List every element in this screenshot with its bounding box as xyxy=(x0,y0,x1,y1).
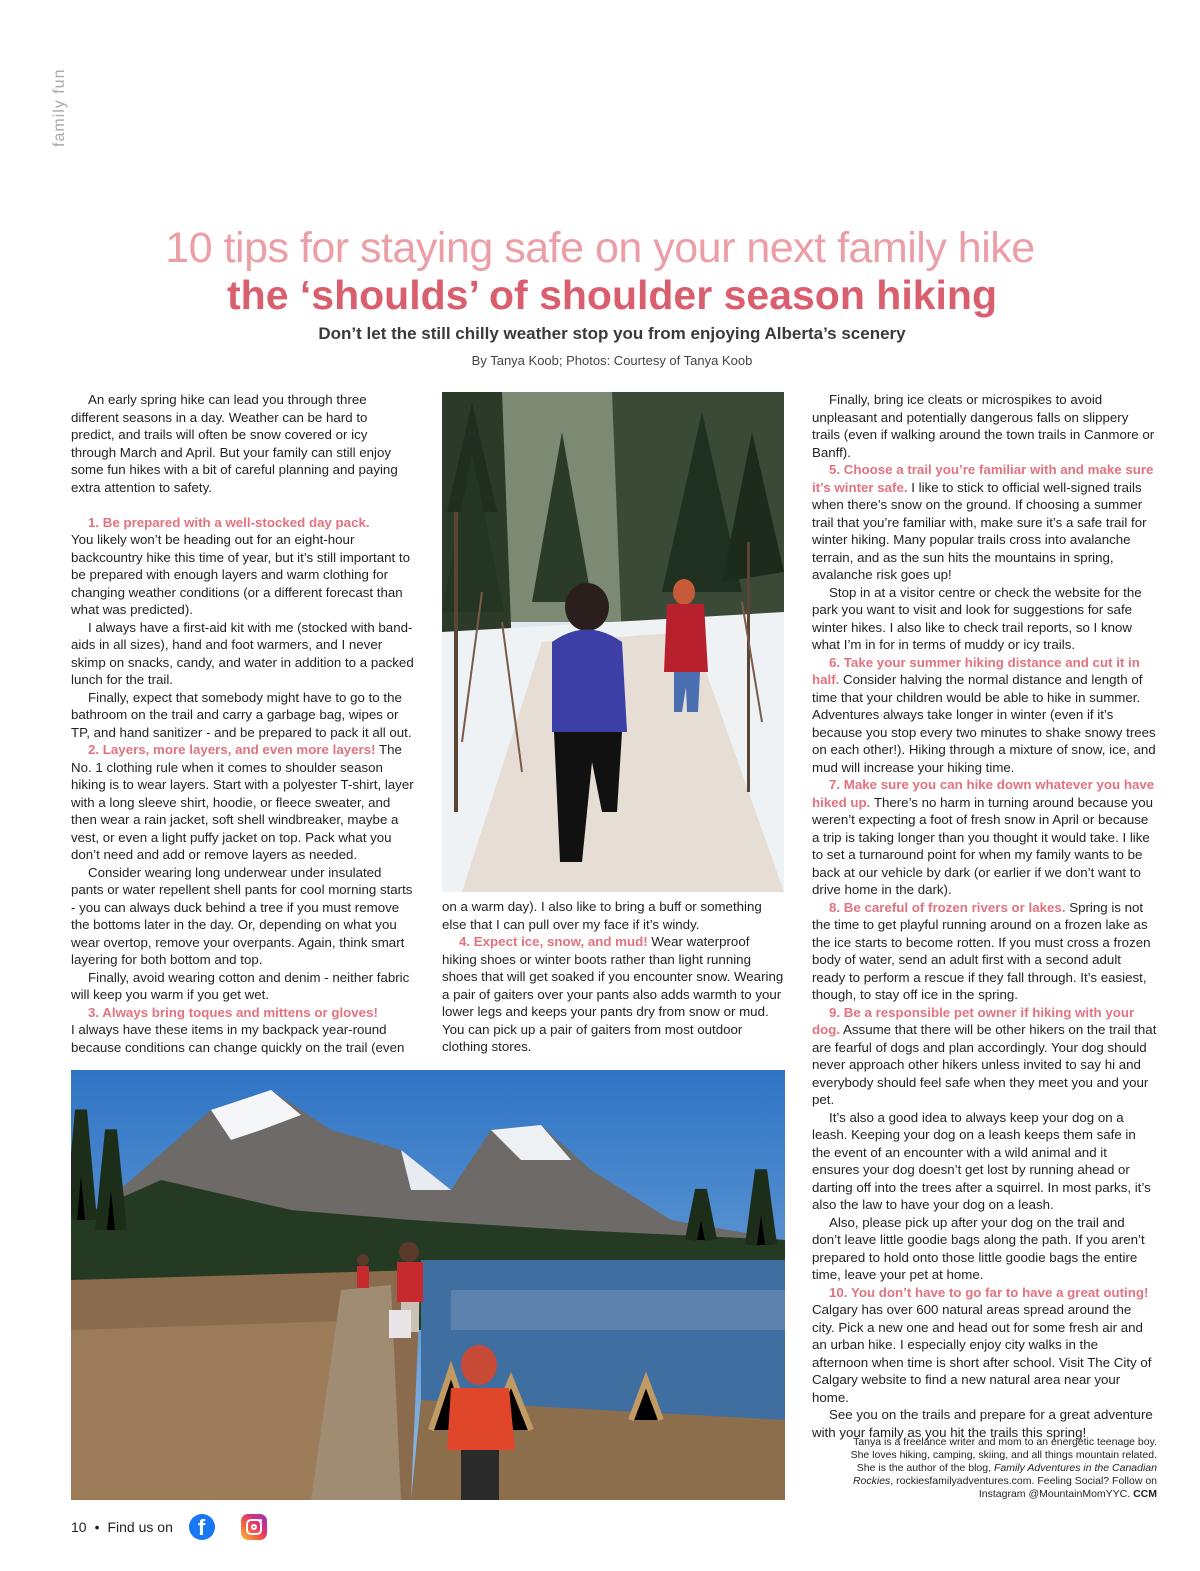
tip-8-body: Spring is not the time to get playful running around on a frozen lake as the ice starts to become rotten. If you must cross a frozen body of water, send an adult first with a second adult ready to perform a rescue if they fall through. It’s easiest, though, to stay off ice in the spring. xyxy=(812,899,1151,1002)
subtitle: Don’t let the still chilly weather stop you from enjoying Alberta’s scenery xyxy=(318,324,906,343)
tip-9-heading: 9. Be a responsible pet owner if hiking with your dog. xyxy=(812,1004,1135,1037)
paragraph: Stop in at a visitor centre or check the website for the park you want to visit and look for suggestions for safe winter hikes. I also like to check trail reports, so I know what I’m in for in terms of muddy or icy trails. xyxy=(812,584,1142,652)
tip-6-body: Consider halving the normal distance and length of time that your children would be able to hike in summer. Adventures always take longer in winter (even if it’s because you stop every two minutes to shake snowy trees on each other!). Hiking through a mixture of snow, ice, and mud will increase your hiking time. xyxy=(812,672,1156,775)
blog-name-end: Rockies xyxy=(852,1475,891,1487)
title-line-2: the ‘shoulds’ of shoulder season hiking xyxy=(227,272,997,318)
tip-3-heading-para xyxy=(71,1004,414,1022)
paragraph: Consider wearing long underwear under insulated pants or water repellent shell pants for cool morning starts - you can always duck behind a tree if you must remove the bottoms later in the day. Or, depending on what you wear overtop, remove your overpants. Again, think smart layering for both bottom and top. xyxy=(71,864,413,967)
paragraph: I always have a first-aid kit with me (stocked with band-aids in all sizes), hand and foot warmers, and I never skimp on snacks, candy, and water in addition to a packed lunch for the trail. xyxy=(71,619,414,687)
tip-3-heading: 3. Always bring toques and mittens or gloves! xyxy=(88,1004,378,1020)
bio-text: She is the author of the blog, xyxy=(856,1462,994,1474)
tip-5-paragraph xyxy=(812,461,1157,584)
paragraph: Finally, bring ice cleats or microspikes to avoid unpleasant and potentially dangerous falls on slippery trails (even if walking around the town trails in Canmore or Banff). xyxy=(812,392,1155,460)
paragraph: Finally, avoid wearing cotton and denim - neither fabric will keep you warm if you get wet. xyxy=(71,969,410,1002)
tip-3-body: I always have these items in my backpack year-round because conditions can change quickly on the trail (even xyxy=(71,1022,405,1055)
article-column-2 xyxy=(442,898,784,1056)
instagram-icon[interactable] xyxy=(241,1514,267,1540)
bio-line xyxy=(812,1462,1157,1475)
page-footer xyxy=(71,1512,267,1542)
tip-2-heading: 2. Layers, more layers, and even more layers! xyxy=(88,742,376,757)
tip-7-paragraph xyxy=(812,776,1157,899)
tip-2-body: The No. 1 clothing rule when it comes to shoulder season hiking is to wear layers. Start with a polyester T-shirt, layer with a long sleeve shirt, hoodie, or fleece sweater, and then wear a rain jacket, soft shell windbreaker, maybe a vest, or even a light puffy jacket on top. Pack what you don’t need and add or remove layers as needed. xyxy=(71,742,414,862)
ccm-sign: CCM xyxy=(1133,1488,1157,1500)
tip-6-heading: 6. Take your summer hiking distance and cut it in half. xyxy=(812,654,1140,687)
bio-line xyxy=(812,1488,1157,1501)
intro-paragraph: An early spring hike can lead you through three different seasons in a day. Weather can be hard to predict, and trails will often be snow covered or icy through March and April. But your family can still enjoy some fun hikes with a bit of careful planning and paying extra attention to safety. xyxy=(71,392,398,495)
tip-6-paragraph xyxy=(812,654,1157,777)
find-us-label: Find us on xyxy=(107,1519,173,1535)
footer-bullet: • xyxy=(94,1519,100,1535)
byline: By Tanya Koob; Photos: Courtesy of Tanya Koob xyxy=(471,353,753,368)
paragraph: It’s also a good idea to always keep your dog on a leash. Keeping your dog on a leash keeps them safe in the event of an encounter with a wild animal and it ensures your dog doesn’t get lost by running ahead or darting off into the trees after a squirrel. In most parks, it’s also the law to have your dog on a leash. xyxy=(812,1109,1151,1212)
paragraph: Finally, expect that somebody might have to go to the bathroom on the trail and carry a garbage bag, wipes or TP, and hand sanitizer - and be prepared to pack it all out. xyxy=(71,689,412,740)
bio-line xyxy=(812,1475,1157,1488)
bio-text: , rockiesfamilyadventures.com. Feeling Social? Follow on xyxy=(890,1475,1157,1487)
bio-line: She loves hiking, camping, skiing, and all things mountain related. xyxy=(850,1449,1157,1461)
tip-1-body: You likely won’t be heading out for an eight-hour backcountry hike this time of year, but it’s still important to be prepared with enough layers and warm clothing for changing weather conditions (or a different forecast than what was predicted). xyxy=(71,532,410,617)
tip-10-heading: 10. You don’t have to go far to have a great outing! xyxy=(829,1284,1149,1300)
title-line-1: 10 tips for staying safe on your next family hike xyxy=(165,224,1035,272)
paragraph: on a warm day). I also like to bring a buff or something else that I can pull over my face if it’s windy. xyxy=(442,899,762,932)
tip-4-heading: 4. Expect ice, snow, and mud! xyxy=(459,934,648,949)
tip-7-body: There’s no harm in turning around because you weren’t expecting a foot of fresh snow in April or because a trip is taking longer than you thought it would take. I like to set a turnaround point for when my family wants to be back at our vehicle by dark (or earlier if we don’t want to drive home in the dark). xyxy=(812,794,1153,897)
tip-4-body: Wear waterproof hiking shoes or winter boots rather than light running shoes that will get soaked if you encounter snow. Wearing a pair of gaiters over your pants also adds warmth to your lower legs and keeps your pants dry from snow or mud. You can pick up a pair of gaiters from most outdoor clothing stores. xyxy=(442,934,784,1054)
section-tag-text: family fun xyxy=(51,68,68,147)
snowy-trail-photo xyxy=(442,392,784,892)
tip-7-heading: 7. Make sure you can hike down whatever you have hiked up. xyxy=(812,777,1155,810)
tip-8-heading: 8. Be careful of frozen rivers or lakes. xyxy=(829,899,1066,915)
tip-9-paragraph xyxy=(812,1004,1157,1109)
tip-8-paragraph xyxy=(812,899,1157,1004)
paragraph: Also, please pick up after your dog on the trail and don’t leave little goodie bags along the path. If you aren’t prepared to hold onto those little goodie bags the entire time, leave your pet at home. xyxy=(812,1214,1145,1282)
author-bio xyxy=(812,1436,1157,1501)
facebook-icon[interactable]: f xyxy=(189,1514,215,1540)
section-tag xyxy=(46,58,76,158)
tip-10-body: Calgary has over 600 natural areas spread around the city. Pick a new one and head out for some fresh air and an urban hike. I especially enjoy city walks in the afternoon when time is short after school. Visit The City of Calgary website to find a new natural area near your home. xyxy=(812,1302,1152,1405)
closing-paragraph: See you on the trails and prepare for a great adventure with your family as you hit the trails this spring! xyxy=(812,1407,1153,1440)
tip-1-heading: 1. Be prepared with a well-stocked day pack. xyxy=(88,514,370,530)
blog-name: Family Adventures in the Canadian xyxy=(993,1462,1157,1474)
tip-4-paragraph xyxy=(442,933,784,1056)
lake-boardwalk-photo xyxy=(71,1070,785,1500)
article-column-1 xyxy=(71,391,414,1056)
article-column-3 xyxy=(812,391,1157,1441)
bio-line: Tanya is a freelance writer and mom to an energetic teenage boy. xyxy=(853,1436,1157,1448)
page-number: 10 xyxy=(71,1519,87,1535)
tip-2-paragraph xyxy=(71,741,414,864)
tip-1-heading-para xyxy=(71,514,414,532)
tip-5-heading: 5. Choose a trail you’re familiar with and make sure it’s winter safe. xyxy=(812,462,1154,495)
bio-text: Instagram @MountainMomYYC. xyxy=(978,1488,1134,1500)
tip-5-body: I like to stick to official well-signed trails when there’s snow on the ground. If choosing a summer trail that you’re familiar with, make sure it’s a safe trail for winter hiking. Many popular trails cross into avalanche terrain, and as the sun hits the mountains in spring, avalanche risk goes up! xyxy=(812,479,1147,582)
tip-9-body: Assume that there will be other hikers on the trail that are fearful of dogs and plan accordingly. Your dog should never approach other hikers unless invited to say hi and everybody should feel safe when they meet you and your pet. xyxy=(812,1022,1157,1107)
tip-10-heading-para xyxy=(812,1284,1157,1302)
